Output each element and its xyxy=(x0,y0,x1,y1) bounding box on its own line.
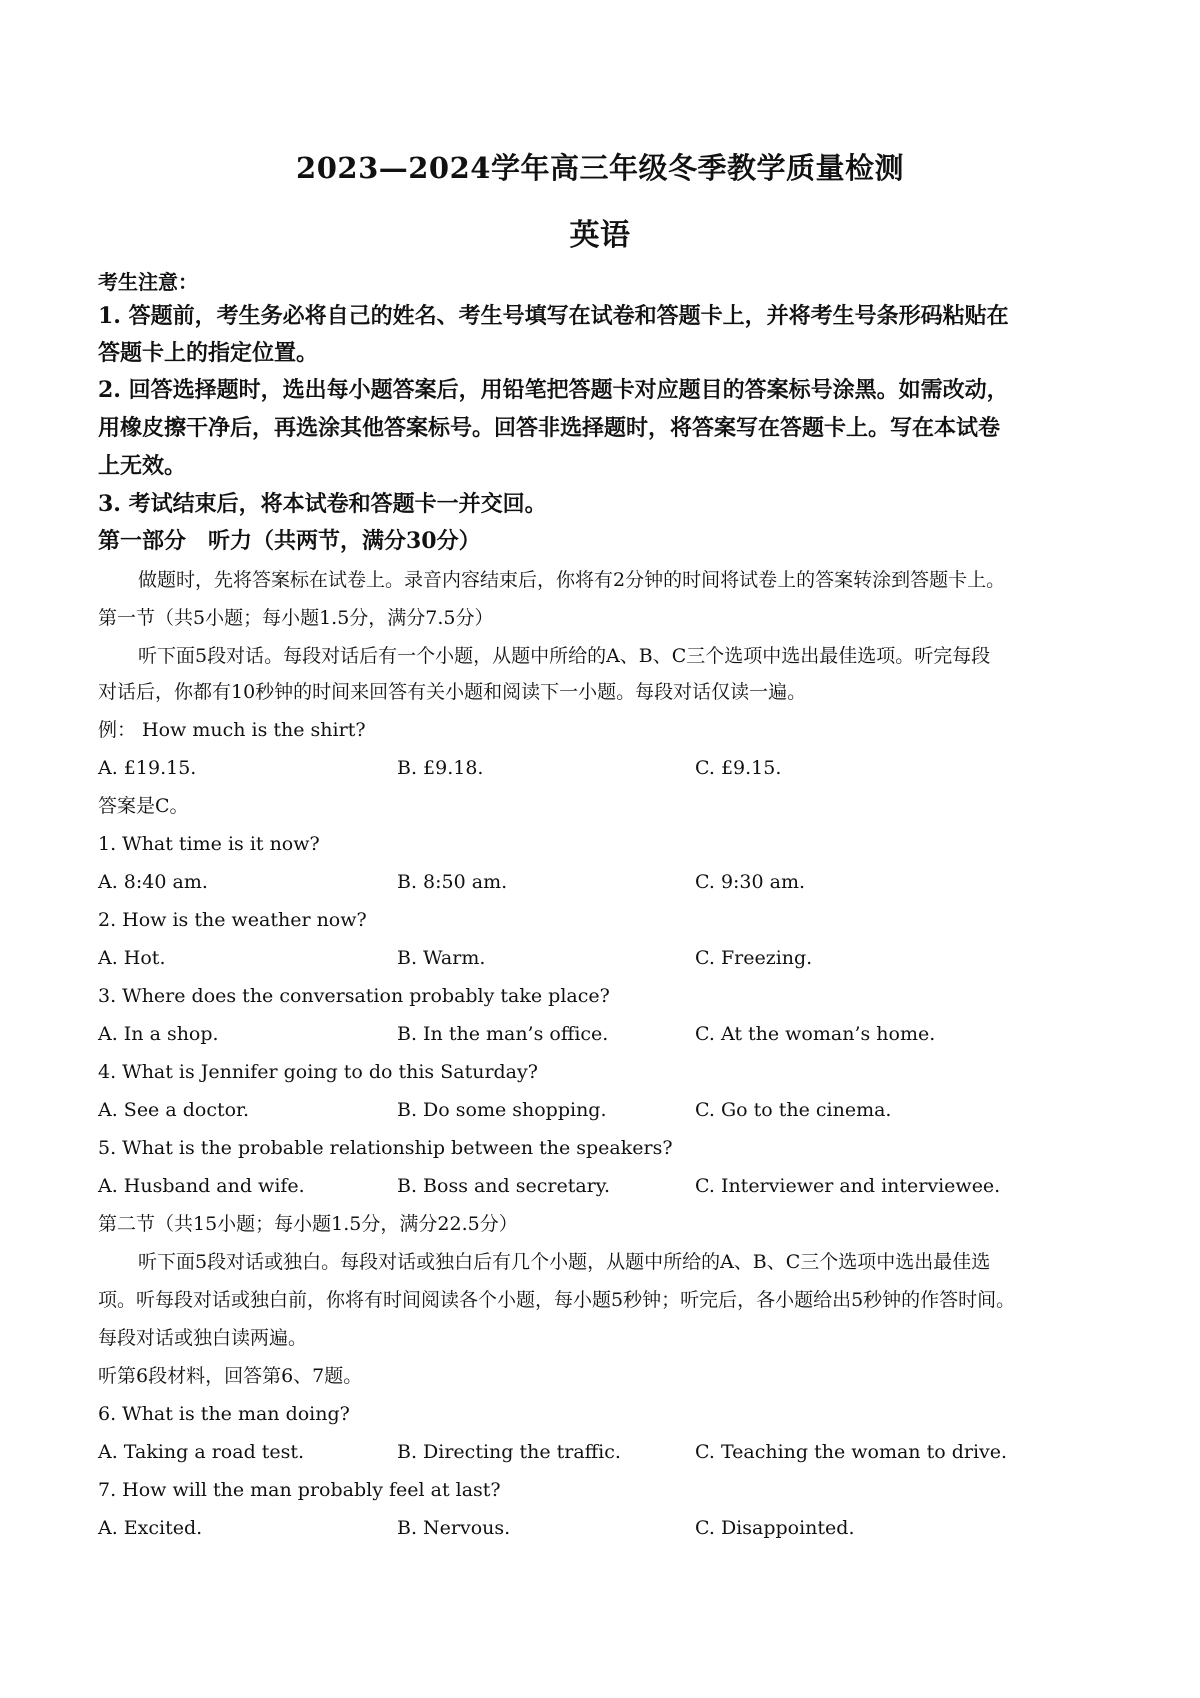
notice-line: 2. 回答选择题时，选出每小题答案后，用铅笔把答题卡对应题目的答案标号涂黑。如需改动， xyxy=(98,377,1009,403)
option-c: C. Freezing. xyxy=(695,947,813,969)
option-a: A. £19.15. xyxy=(98,757,197,779)
option-b: B. 8:50 am. xyxy=(397,871,508,893)
question: 3. Where does the conversation probably take place? xyxy=(98,985,610,1007)
option-a: A. In a shop. xyxy=(98,1023,219,1045)
option-a: A. 8:40 am. xyxy=(98,871,208,893)
option-b: B. Boss and secretary. xyxy=(397,1175,611,1197)
option-a: A. Excited. xyxy=(98,1517,203,1539)
section2-instruction: 每段对话或独白读两遍。 xyxy=(98,1327,308,1349)
option-a: A. Husband and wife. xyxy=(98,1175,305,1197)
notice-line: 3. 考试结束后，将本试卷和答题卡一并交回。 xyxy=(98,491,547,517)
example-question: 例： How much is the shirt? xyxy=(98,719,366,741)
section2-instruction: 项。听每段对话或独白前，你将有时间阅读各个小题，每小题5秒钟；听完后，各小题给出5秒钟的作答时间。 xyxy=(98,1289,1016,1311)
section2-heading: 第二节（共15小题；每小题1.5分，满分22.5分） xyxy=(98,1213,518,1235)
option-c: C. £9.15. xyxy=(695,757,782,779)
option-c: C. Disappointed. xyxy=(695,1517,855,1539)
part1-heading: 第一部分 听力（共两节，满分30分） xyxy=(98,528,481,554)
section1-heading: 第一节（共5小题；每小题1.5分，满分7.5分） xyxy=(98,607,494,629)
question: 2. How is the weather now? xyxy=(98,909,367,931)
option-b: B. Warm. xyxy=(397,947,486,969)
option-c: C. Go to the cinema. xyxy=(695,1099,892,1121)
option-b: B. £9.18. xyxy=(397,757,484,779)
exam-title: 2023—2024学年高三年级冬季教学质量检测 xyxy=(296,151,904,185)
notice-line: 上无效。 xyxy=(98,453,187,479)
option-b: B. Nervous. xyxy=(397,1517,511,1539)
option-b: B. Do some shopping. xyxy=(397,1099,607,1121)
option-c: C. At the woman’s home. xyxy=(695,1023,936,1045)
part1-instruction: 做题时，先将答案标在试卷上。录音内容结束后，你将有2分钟的时间将试卷上的答案转涂到答题卡上。 xyxy=(138,569,1006,591)
question: 1. What time is it now? xyxy=(98,833,320,855)
option-c: C. 9:30 am. xyxy=(695,871,806,893)
section2-instruction: 听下面5段对话或独白。每段对话或独白后有几个小题，从题中所给的A、B、C三个选项中选出最佳选 xyxy=(138,1251,991,1273)
question: 6. What is the man doing? xyxy=(98,1403,350,1425)
section1-instruction: 对话后，你都有10秒钟的时间来回答有关小题和阅读下一小题。每段对话仅读一遍。 xyxy=(98,681,807,703)
option-c: C. Interviewer and interviewee. xyxy=(695,1175,1001,1197)
option-a: A. See a doctor. xyxy=(98,1099,250,1121)
question: 4. What is Jennifer going to do this Saturday? xyxy=(98,1061,538,1083)
option-b: B. Directing the traffic. xyxy=(397,1441,621,1463)
material-note: 听第6段材料，回答第6、7题。 xyxy=(98,1365,363,1387)
exam-subject: 英语 xyxy=(569,218,631,253)
example-answer: 答案是C。 xyxy=(98,795,189,817)
notice-line: 答题卡上的指定位置。 xyxy=(98,340,319,366)
notice-heading: 考生注意： xyxy=(98,270,198,294)
section1-instruction: 听下面5段对话。每段对话后有一个小题，从题中所给的A、B、C三个选项中选出最佳选项。听完每段 xyxy=(138,645,991,667)
option-a: A. Hot. xyxy=(98,947,166,969)
question: 7. How will the man probably feel at last? xyxy=(98,1479,501,1501)
notice-line: 用橡皮擦干净后，再选涂其他答案标号。回答非选择题时，将答案写在答题卡上。写在本试卷 xyxy=(98,415,1001,441)
option-b: B. In the man’s office. xyxy=(397,1023,609,1045)
option-a: A. Taking a road test. xyxy=(98,1441,305,1463)
question: 5. What is the probable relationship between the speakers? xyxy=(98,1137,673,1159)
notice-line: 1. 答题前，考生务必将自己的姓名、考生号填写在试卷和答题卡上，并将考生号条形码粘贴在 xyxy=(98,303,1009,329)
option-c: C. Teaching the woman to drive. xyxy=(695,1441,1008,1463)
